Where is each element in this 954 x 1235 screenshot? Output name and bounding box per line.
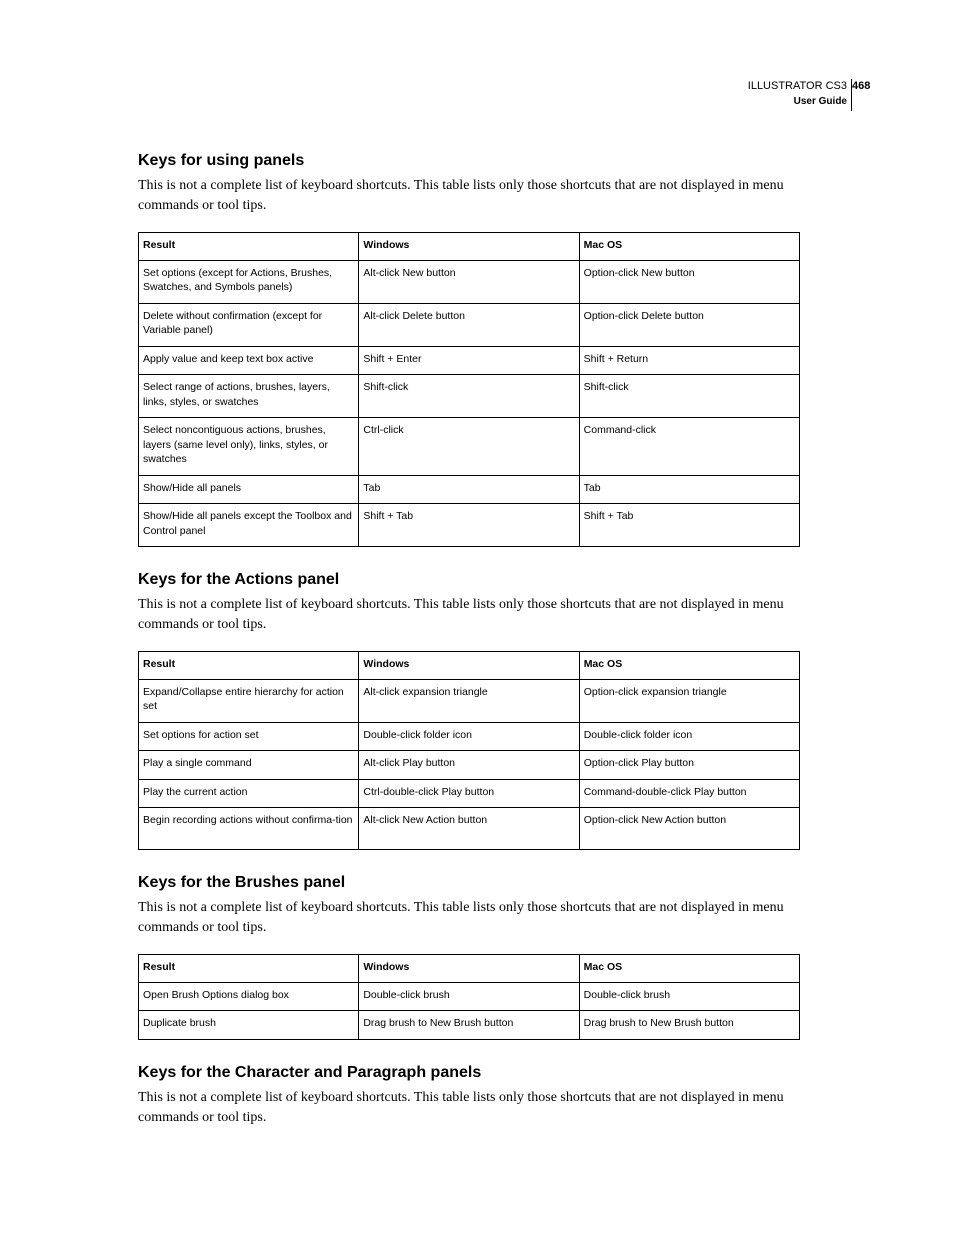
- column-header-macos: Mac OS: [579, 955, 799, 983]
- section-title: Keys for the Brushes panel: [138, 874, 346, 891]
- cell-windows: Alt-click Play button: [359, 751, 579, 780]
- cell-macos: Shift + Tab: [579, 504, 799, 547]
- section-title: Keys for the Actions panel: [138, 571, 340, 588]
- cell-result: Play the current action: [139, 779, 359, 808]
- column-header-result: Result: [139, 652, 359, 680]
- section-title: Keys for the Character and Paragraph panels: [138, 1063, 482, 1081]
- table-header-row: [139, 652, 800, 680]
- page-number: 468: [852, 80, 871, 92]
- cell-result: Set options for action set: [139, 722, 359, 751]
- shortcut-table: [138, 651, 800, 850]
- section-panels: [138, 150, 818, 547]
- page-content: [138, 150, 818, 1144]
- running-header: [700, 79, 852, 111]
- table-row: [139, 303, 800, 346]
- cell-result: Duplicate brush: [139, 1011, 359, 1040]
- cell-result: Expand/Collapse entire hierarchy for action set: [139, 679, 359, 722]
- cell-result: Play a single command: [139, 751, 359, 780]
- cell-windows: Ctrl-double-click Play button: [359, 779, 579, 808]
- column-header-result: Result: [139, 955, 359, 983]
- column-header-result: Result: [139, 233, 359, 261]
- cell-windows: Tab: [359, 475, 579, 504]
- table-row: [139, 679, 800, 722]
- table-row: [139, 1011, 800, 1040]
- cell-macos: Shift-click: [579, 375, 799, 418]
- cell-result: Begin recording actions without confirma-tion: [139, 808, 359, 850]
- cell-result: Apply value and keep text box active: [139, 346, 359, 375]
- cell-macos: Option-click New Action button: [579, 808, 799, 850]
- cell-macos: Command-double-click Play button: [579, 779, 799, 808]
- table-row: [139, 504, 800, 547]
- table-row: [139, 418, 800, 476]
- cell-macos: Option-click Play button: [579, 751, 799, 780]
- table-row: [139, 808, 800, 850]
- cell-macos: Option-click expansion triangle: [579, 679, 799, 722]
- cell-macos: Tab: [579, 475, 799, 504]
- cell-windows: Alt-click Delete button: [359, 303, 579, 346]
- cell-windows: Double-click folder icon: [359, 722, 579, 751]
- table-header-row: [139, 233, 800, 261]
- cell-windows: Double-click brush: [359, 982, 579, 1011]
- column-header-windows: Windows: [359, 955, 579, 983]
- section-title: Keys for using panels: [138, 152, 305, 169]
- cell-macos: Command-click: [579, 418, 799, 476]
- section-intro: This is not a complete list of keyboard shortcuts. This table lists only those shortcuts that are not displayed in menu commands or tool tips.: [138, 597, 784, 632]
- cell-windows: Alt-click expansion triangle: [359, 679, 579, 722]
- shortcut-table: [138, 232, 800, 547]
- cell-windows: Alt-click New button: [359, 260, 579, 303]
- cell-windows: Shift + Tab: [359, 504, 579, 547]
- cell-macos: Drag brush to New Brush button: [579, 1011, 799, 1040]
- cell-macos: Option-click New button: [579, 260, 799, 303]
- table-row: [139, 475, 800, 504]
- column-header-windows: Windows: [359, 233, 579, 261]
- cell-windows: Alt-click New Action button: [359, 808, 579, 850]
- cell-windows: Shift + Enter: [359, 346, 579, 375]
- table-row: [139, 375, 800, 418]
- cell-result: Show/Hide all panels: [139, 475, 359, 504]
- cell-macos: Option-click Delete button: [579, 303, 799, 346]
- section-intro: This is not a complete list of keyboard shortcuts. This table lists only those shortcuts that are not displayed in menu commands or tool tips.: [138, 1089, 784, 1125]
- column-header-macos: Mac OS: [579, 652, 799, 680]
- cell-result: Delete without confirmation (except for Variable panel): [139, 303, 359, 346]
- cell-result: Select noncontiguous actions, brushes, layers (same level only), links, styles, or swatches: [139, 418, 359, 476]
- cell-windows: Shift-click: [359, 375, 579, 418]
- column-header-macos: Mac OS: [579, 233, 799, 261]
- section-actions: [138, 569, 818, 850]
- section-intro: This is not a complete list of keyboard shortcuts. This table lists only those shortcuts that are not displayed in menu commands or tool tips.: [138, 900, 784, 935]
- table-row: [139, 346, 800, 375]
- table-row: [139, 260, 800, 303]
- cell-result: Show/Hide all panels except the Toolbox and Control panel: [139, 504, 359, 547]
- cell-macos: Double-click brush: [579, 982, 799, 1011]
- section-character-paragraph: [138, 1062, 818, 1128]
- cell-result: Set options (except for Actions, Brushes, Swatches, and Symbols panels): [139, 260, 359, 303]
- cell-macos: Shift + Return: [579, 346, 799, 375]
- table-row: [139, 722, 800, 751]
- cell-windows: Ctrl-click: [359, 418, 579, 476]
- section-intro: This is not a complete list of keyboard shortcuts. This table lists only those shortcuts that are not displayed in menu commands or tool tips.: [138, 178, 784, 213]
- cell-result: Select range of actions, brushes, layers, links, styles, or swatches: [139, 375, 359, 418]
- table-header-row: [139, 955, 800, 983]
- section-brushes: [138, 872, 818, 1040]
- table-row: [139, 982, 800, 1011]
- column-header-windows: Windows: [359, 652, 579, 680]
- table-row: [139, 779, 800, 808]
- cell-windows: Drag brush to New Brush button: [359, 1011, 579, 1040]
- table-row: [139, 751, 800, 780]
- cell-result: Open Brush Options dialog box: [139, 982, 359, 1011]
- product-name: ILLUSTRATOR CS3: [747, 80, 847, 92]
- shortcut-table: [138, 954, 800, 1040]
- cell-macos: Double-click folder icon: [579, 722, 799, 751]
- guide-name: User Guide: [793, 96, 847, 107]
